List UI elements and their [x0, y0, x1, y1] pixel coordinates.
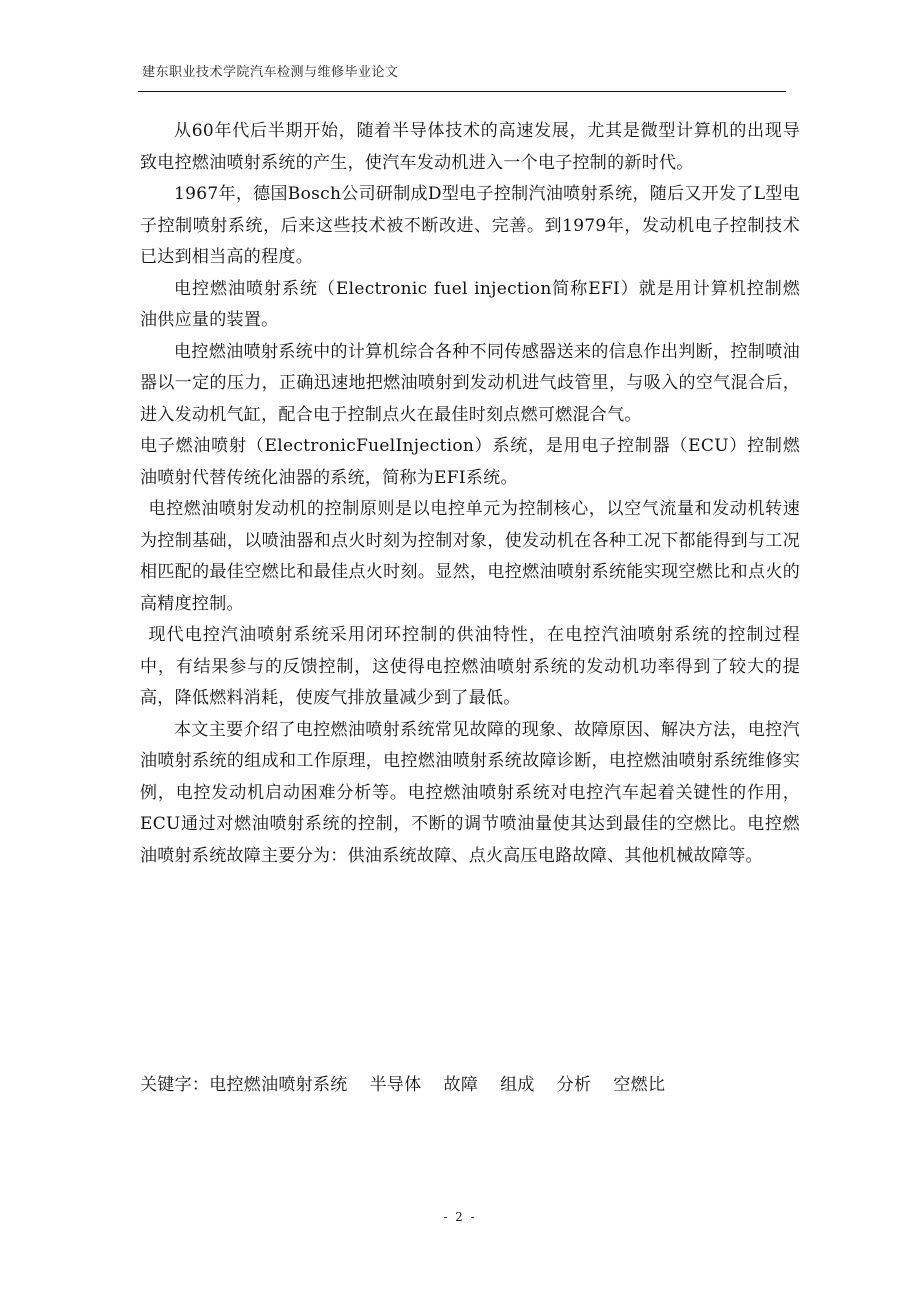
- page-number: - 2 -: [443, 1210, 477, 1224]
- page-header: 建东职业技术学院汽车检测与维修毕业论文: [142, 65, 399, 80]
- paragraph-4: 电控燃油喷射系统中的计算机综合各种不同传感器送来的信息作出判断，控制喷油器以一定的压力，正确迅速地把燃油喷射到发动机进气歧管里，与吸入的空气混合后，进入发动机气缸，配合电于控制点火在最佳时刻点燃可燃混合气。: [140, 341, 800, 425]
- paragraph-3: 电控燃油喷射系统（Electronic fuel injection简称EFI）就是用计算机控制燃油供应量的装置。: [140, 278, 800, 330]
- keyword-item: 故障: [443, 1075, 479, 1095]
- paragraph-5: 电子燃油喷射（ElectronicFuelInjection）系统，是用电子控制器（ECU）控制燃油喷射代替传统化油器的系统，简称为EFI系统。: [140, 436, 800, 488]
- keywords-label: 关键字：: [140, 1075, 210, 1095]
- keywords-list: [209, 1070, 665, 1101]
- paragraph-2: 1967年，德国Bosch公司研制成D型电子控制汽油喷射系统，随后又开发了L型电子控制喷射系统，后来这些技术被不断改进、完善。到1979年，发动机电子控制技术已达到相当高的程度。: [140, 184, 800, 267]
- keyword-item: 电控燃油喷射系统: [209, 1075, 348, 1095]
- paragraph-1: 从60年代后半期开始，随着半导体技术的高速发展，尤其是微型计算机的出现导致电控燃油喷射系统的产生，使汽车发动机进入一个电子控制的新时代。: [140, 121, 800, 173]
- paragraph-6: 电控燃油喷射发动机的控制原则是以电控单元为控制核心，以空气流量和发动机转速为控制基础，以喷油器和点火时刻为控制对象，使发动机在各种工况下都能得到与工况相匹配的最佳空燃比和最佳点火时刻。显然，电控燃油喷射系统能实现空燃比和点火的高精度控制。: [140, 499, 800, 614]
- keyword-item: 分析: [556, 1075, 592, 1095]
- keywords-line: [140, 1070, 800, 1101]
- keyword-item: 半导体: [369, 1075, 422, 1095]
- header-divider: [138, 91, 786, 92]
- paragraph-8: 本文主要介绍了电控燃油喷射系统常见故障的现象、故障原因、解决方法，电控汽油喷射系统的组成和工作原理，电控燃油喷射系统故障诊断，电控燃油喷射系统维修实例，电控发动机启动困难分析等。电控燃油喷射系统对电控汽车起着关键性的作用，ECU通过对燃油喷射系统的控制，不断的调节喷油量使其达到最佳的空燃比。电控燃油喷射系统故障主要分为：供油系统故障、点火高压电路故障、其他机械故障等。: [140, 719, 800, 866]
- keyword-item: 组成: [500, 1075, 535, 1095]
- keyword-item: 空燃比: [613, 1075, 666, 1095]
- paragraph-7: 现代电控汽油喷射系统采用闭环控制的供油特性，在电控汽油喷射系统的控制过程中，有结果参与的反馈控制，这使得电控燃油喷射系统的发动机功率得到了较大的提高，降低燃料消耗，使废气排放量减少到了最低。: [140, 625, 800, 708]
- abstract-body: [140, 116, 800, 872]
